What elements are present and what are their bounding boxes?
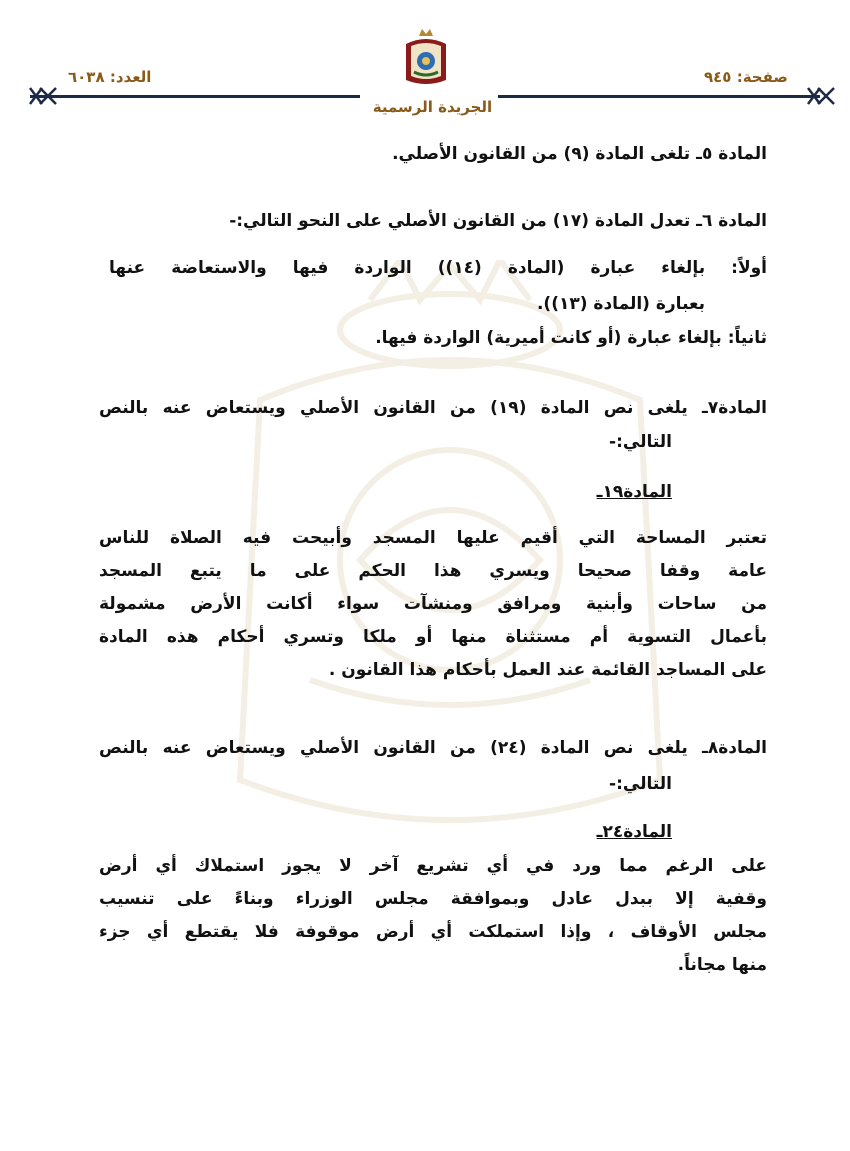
article-24-line: وقفية إلا ببدل عادل وبموافقة مجلس الوزراء وبناءً على تنسيب — [99, 889, 767, 909]
article-6-second-text: ثانياً: بإلغاء عبارة (أو كانت أميرية) الواردة فيها. — [375, 328, 767, 348]
article-6-first-line2: بعبارة (المادة (١٣)). — [536, 294, 705, 314]
newspaper-title: الجريدة الرسمية — [372, 98, 493, 116]
article-5-text: المادة ٥ـ تلغى المادة (٩) من القانون الأصلي. — [392, 144, 767, 164]
article-6-first — [109, 252, 767, 285]
article-19-text — [99, 522, 767, 687]
article-24-line: مجلس الأوقاف ، وإذا استملكت أي أرض موقوفة فلا يقتطع أي جزء — [99, 922, 767, 942]
article-6-first-line1: أولاً: بإلغاء عبارة (المادة (١٤)) الواردة فيها والاستعاضة عنها — [109, 258, 767, 278]
article-19-label: المادة١٩ـ — [596, 482, 672, 502]
article-8-intro — [99, 732, 767, 765]
article-19-line: من ساحات وأبنية ومرافق ومنشآت سواء أكانت الأرض مشمولة — [99, 594, 767, 614]
article-6-intro — [229, 205, 767, 238]
article-7-intro-line1: المادة٧ـ يلغى نص المادة (١٩) من القانون الأصلي ويستعاض عنه بالنص — [99, 398, 768, 418]
article-19-line: تعتبر المساحة التي أقيم عليها المسجد وأبيحت فيه الصلاة للناس — [99, 528, 767, 548]
article-24-text — [99, 850, 767, 982]
article-6-first-cont — [537, 288, 705, 321]
page-number: صفحة: ٩٤٥ — [704, 68, 788, 86]
article-6-intro-text: المادة ٦ـ تعدل المادة (١٧) من القانون الأصلي على النحو التالي:- — [229, 211, 767, 231]
article-24-line: على الرغم مما ورد في أي تشريع آخر لا يجوز استملاك أي أرض — [99, 856, 767, 876]
article-8-intro-line2: التالي:- — [609, 774, 672, 794]
article-5 — [392, 138, 767, 171]
article-19-line: بأعمال التسوية أم مستثناة منها أو ملكا وتسري أحكام هذه المادة — [99, 627, 767, 647]
article-7-intro-cont — [609, 426, 672, 459]
article-24-line: منها مجاناً. — [677, 955, 767, 975]
article-7-intro — [99, 392, 767, 425]
article-8-intro-cont — [609, 768, 672, 801]
article-19-line: عامة وقفا صحيحا ويسري هذا الحكم على ما يتبع المسجد — [99, 561, 767, 581]
article-6-second — [375, 322, 767, 355]
article-7-intro-line2: التالي:- — [609, 432, 672, 452]
article-8-label — [597, 816, 672, 849]
article-7-label — [597, 476, 672, 509]
article-24-label: المادة٢٤ـ — [596, 822, 672, 842]
article-8-intro-line1: المادة٨ـ يلغى نص المادة (٢٤) من القانون الأصلي ويستعاض عنه بالنص — [99, 738, 768, 758]
issue-number: العدد: ٦٠٣٨ — [68, 68, 152, 86]
article-19-line: على المساجد القائمة عند العمل بأحكام هذا القانون . — [328, 660, 767, 680]
